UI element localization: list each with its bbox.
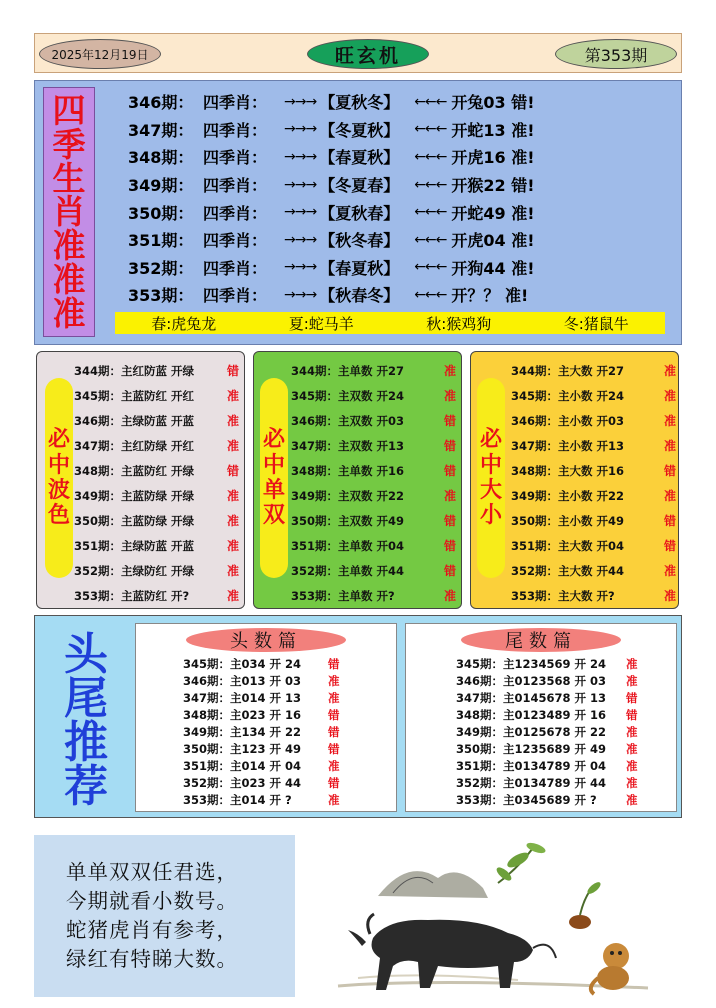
item-text: 349期：主0125678 开 22 bbox=[456, 724, 607, 739]
list-item bbox=[511, 433, 676, 458]
result-badge: 准 bbox=[443, 389, 456, 403]
wave-color-label bbox=[45, 378, 73, 578]
row-label: 四季肖： bbox=[203, 176, 268, 196]
row-season-group: 【春夏秋】 bbox=[319, 258, 400, 278]
row-result: 开兔03 错! bbox=[451, 93, 535, 113]
list-item bbox=[183, 706, 383, 723]
row-season-group: 【夏秋春】 bbox=[319, 203, 400, 223]
row-result: 开虎16 准! bbox=[451, 148, 535, 168]
item-text: 347期：主014 开 13 bbox=[183, 690, 302, 705]
label-char: 中 bbox=[262, 452, 285, 478]
list-item bbox=[183, 672, 383, 689]
result-badge: 错 bbox=[443, 514, 456, 528]
row-result: 开蛇13 准! bbox=[451, 120, 535, 140]
title-char: 荐 bbox=[64, 761, 108, 812]
item-text: 350期：主小数 开49 bbox=[511, 513, 625, 528]
result-badge: 错 bbox=[226, 364, 239, 378]
result-badge: 准 bbox=[663, 589, 676, 603]
big-small-panel bbox=[470, 351, 679, 609]
list-item bbox=[74, 358, 239, 383]
row-season-group: 【夏秋冬】 bbox=[319, 93, 400, 113]
list-item bbox=[511, 583, 676, 608]
item-text: 351期：主0134789 开 04 bbox=[456, 758, 607, 773]
result-badge: 准 bbox=[226, 414, 239, 428]
result-badge: 准 bbox=[443, 364, 456, 378]
list-item bbox=[291, 533, 456, 558]
result-badge: 准 bbox=[226, 514, 239, 528]
list-item bbox=[456, 740, 666, 757]
item-text: 348期：主蓝防红 开绿 bbox=[74, 463, 195, 478]
four-season-row bbox=[128, 171, 648, 199]
list-item bbox=[183, 655, 383, 672]
key-winter: 冬:猪鼠牛 bbox=[563, 314, 629, 333]
title-char: 推 bbox=[64, 717, 108, 768]
item-text: 349期：主蓝防绿 开绿 bbox=[74, 488, 195, 503]
item-text: 351期：主绿防蓝 开蓝 bbox=[74, 538, 195, 553]
result-badge: 错 bbox=[443, 414, 456, 428]
arrow-right: →→→ bbox=[284, 204, 317, 221]
result-badge: 错 bbox=[226, 464, 239, 478]
title-char: 头 bbox=[64, 629, 108, 680]
title-char: 季 bbox=[52, 125, 86, 165]
list-item bbox=[291, 383, 456, 408]
row-season-group: 【冬夏秋】 bbox=[319, 120, 400, 140]
item-text: 348期：主单数 开16 bbox=[291, 463, 405, 478]
poem-line: 绿红有特睇大数。 bbox=[66, 947, 238, 971]
item-text: 350期：主双数 开49 bbox=[291, 513, 405, 528]
item-text: 346期：主双数 开03 bbox=[291, 413, 405, 428]
result-badge: 错 bbox=[443, 464, 456, 478]
row-result: 开虎04 准! bbox=[451, 231, 535, 251]
result-badge: 准 bbox=[328, 690, 340, 705]
result-badge: 准 bbox=[443, 589, 456, 603]
result-badge: 准 bbox=[663, 489, 676, 503]
item-text: 353期：主蓝防红 开? bbox=[74, 588, 190, 603]
result-badge: 准 bbox=[663, 564, 676, 578]
item-text: 347期：主0145678 开 13 bbox=[456, 690, 607, 705]
header-bar bbox=[34, 33, 682, 73]
title-char: 生 bbox=[52, 158, 86, 198]
label-char: 中 bbox=[479, 452, 502, 478]
list-item bbox=[511, 533, 676, 558]
head-number-box bbox=[135, 623, 397, 812]
item-text: 348期：主大数 开16 bbox=[511, 463, 625, 478]
title-char: 准 bbox=[52, 259, 86, 299]
list-item bbox=[291, 583, 456, 608]
arrow-right: →→→ bbox=[284, 286, 317, 303]
item-text: 352期：主大数 开44 bbox=[511, 563, 625, 578]
item-text: 350期：主蓝防绿 开绿 bbox=[74, 513, 195, 528]
result-badge: 错 bbox=[443, 539, 456, 553]
list-item bbox=[511, 408, 676, 433]
head-number-title: 头数篇 bbox=[186, 628, 346, 652]
row-season-group: 【秋春冬】 bbox=[319, 286, 400, 306]
list-item bbox=[74, 408, 239, 433]
result-badge: 准 bbox=[626, 758, 638, 773]
row-issue: 352期： bbox=[128, 258, 194, 278]
list-item bbox=[74, 458, 239, 483]
list-item bbox=[291, 483, 456, 508]
row-label: 四季肖： bbox=[203, 286, 268, 306]
item-text: 353期：主单数 开? bbox=[291, 588, 395, 603]
list-item bbox=[183, 723, 383, 740]
list-item bbox=[291, 358, 456, 383]
poem-line: 今期就看小数号。 bbox=[66, 889, 238, 913]
result-badge: 错 bbox=[443, 564, 456, 578]
list-item bbox=[183, 740, 383, 757]
wave-color-panel bbox=[36, 351, 245, 609]
row-label: 四季肖： bbox=[203, 231, 268, 251]
result-badge: 错 bbox=[328, 775, 340, 790]
result-badge: 准 bbox=[626, 724, 638, 739]
result-badge: 错 bbox=[328, 741, 340, 756]
label-char: 必 bbox=[479, 427, 502, 453]
season-zodiac-key bbox=[115, 312, 665, 334]
list-item bbox=[511, 358, 676, 383]
four-season-row bbox=[128, 198, 648, 226]
result-badge: 错 bbox=[663, 539, 676, 553]
label-char: 单 bbox=[262, 478, 285, 503]
item-text: 344期：主红防蓝 开绿 bbox=[74, 363, 195, 378]
arrow-right: →→→ bbox=[284, 231, 317, 248]
four-season-row bbox=[128, 281, 648, 309]
list-item bbox=[183, 757, 383, 774]
poem-line: 单单双双任君选， bbox=[66, 860, 238, 884]
row-issue: 349期： bbox=[128, 176, 194, 196]
list-item bbox=[291, 408, 456, 433]
result-badge: 准 bbox=[328, 758, 340, 773]
result-badge: 准 bbox=[443, 489, 456, 503]
item-text: 348期：主0123489 开 16 bbox=[456, 707, 607, 722]
label-char: 大 bbox=[479, 478, 502, 503]
title-char: 尾 bbox=[64, 673, 108, 724]
result-badge: 准 bbox=[626, 673, 638, 688]
key-autumn: 秋:猴鸡狗 bbox=[426, 314, 492, 333]
wave-color-rows bbox=[74, 358, 239, 608]
result-badge: 错 bbox=[328, 707, 340, 722]
list-item bbox=[456, 672, 666, 689]
item-text: 345期：主蓝防红 开红 bbox=[74, 388, 195, 403]
arrow-left: ←←← bbox=[414, 286, 447, 303]
item-text: 346期：主0123568 开 03 bbox=[456, 673, 607, 688]
arrow-right: →→→ bbox=[284, 176, 317, 193]
list-item bbox=[456, 655, 666, 672]
tail-number-rows bbox=[456, 655, 666, 808]
item-text: 347期：主小数 开13 bbox=[511, 438, 625, 453]
arrow-left: ←←← bbox=[414, 93, 447, 110]
item-text: 349期：主134 开 22 bbox=[183, 724, 302, 739]
row-result: 开？？ 准! bbox=[451, 286, 529, 306]
row-issue: 350期： bbox=[128, 203, 194, 223]
result-badge: 准 bbox=[226, 564, 239, 578]
item-text: 350期：主1235689 开 49 bbox=[456, 741, 607, 756]
result-badge: 错 bbox=[663, 464, 676, 478]
list-item bbox=[511, 458, 676, 483]
result-badge: 准 bbox=[328, 673, 340, 688]
label-char: 必 bbox=[262, 427, 285, 453]
list-item bbox=[183, 774, 383, 791]
item-text: 352期：主单数 开44 bbox=[291, 563, 405, 578]
label-char: 必 bbox=[47, 427, 70, 453]
row-result: 开蛇49 准! bbox=[451, 203, 535, 223]
item-text: 351期：主014 开 04 bbox=[183, 758, 302, 773]
head-number-rows bbox=[183, 655, 383, 808]
label-char: 中 bbox=[47, 452, 70, 478]
tail-number-title: 尾数篇 bbox=[461, 628, 621, 652]
item-text: 350期：主123 开 49 bbox=[183, 741, 302, 756]
label-char: 色 bbox=[47, 503, 70, 529]
label-char: 双 bbox=[262, 503, 285, 529]
item-text: 347期：主红防绿 开红 bbox=[74, 438, 195, 453]
list-item bbox=[456, 791, 666, 808]
item-text: 344期：主单数 开27 bbox=[291, 363, 405, 378]
arrow-left: ←←← bbox=[414, 259, 447, 276]
issue-badge: 第353期 bbox=[555, 39, 677, 69]
list-item bbox=[74, 583, 239, 608]
list-item bbox=[74, 433, 239, 458]
result-badge: 错 bbox=[328, 656, 340, 671]
item-text: 348期：主023 开 16 bbox=[183, 707, 302, 722]
result-badge: 准 bbox=[226, 439, 239, 453]
list-item bbox=[291, 558, 456, 583]
ox-monkey-illustration bbox=[318, 838, 658, 1000]
arrow-left: ←←← bbox=[414, 121, 447, 138]
row-issue: 346期： bbox=[128, 93, 194, 113]
item-text: 351期：主单数 开04 bbox=[291, 538, 405, 553]
row-season-group: 【春夏秋】 bbox=[319, 148, 400, 168]
row-result: 开猴22 错! bbox=[451, 176, 535, 196]
item-text: 352期：主绿防红 开绿 bbox=[74, 563, 195, 578]
item-text: 345期：主1234569 开 24 bbox=[456, 656, 607, 671]
arrow-right: →→→ bbox=[284, 148, 317, 165]
row-label: 四季肖： bbox=[203, 148, 268, 168]
list-item bbox=[74, 483, 239, 508]
result-badge: 错 bbox=[626, 690, 638, 705]
title-char: 准 bbox=[52, 226, 86, 266]
result-badge: 错 bbox=[328, 724, 340, 739]
arrow-left: ←←← bbox=[414, 148, 447, 165]
poem-box bbox=[34, 835, 295, 997]
odd-even-label bbox=[260, 378, 288, 578]
result-badge: 错 bbox=[626, 707, 638, 722]
title-char: 肖 bbox=[52, 192, 86, 232]
result-badge: 错 bbox=[443, 439, 456, 453]
result-badge: 准 bbox=[663, 364, 676, 378]
row-issue: 351期： bbox=[128, 231, 194, 251]
four-season-title bbox=[43, 87, 95, 337]
list-item bbox=[456, 689, 666, 706]
four-season-row bbox=[128, 254, 648, 282]
arrow-left: ←←← bbox=[414, 231, 447, 248]
row-label: 四季肖： bbox=[203, 258, 268, 278]
row-season-group: 【冬夏春】 bbox=[319, 176, 400, 196]
item-text: 346期：主绿防蓝 开蓝 bbox=[74, 413, 195, 428]
item-text: 349期：主小数 开22 bbox=[511, 488, 625, 503]
list-item bbox=[183, 791, 383, 808]
row-issue: 347期： bbox=[128, 120, 194, 140]
result-badge: 准 bbox=[226, 389, 239, 403]
label-char: 波 bbox=[47, 478, 70, 503]
tail-number-box bbox=[405, 623, 677, 812]
result-badge: 准 bbox=[626, 741, 638, 756]
list-item bbox=[291, 508, 456, 533]
arrow-right: →→→ bbox=[284, 121, 317, 138]
poem-line: 蛇猪虎肖有参考， bbox=[66, 918, 238, 942]
four-season-row bbox=[128, 226, 648, 254]
result-badge: 准 bbox=[226, 589, 239, 603]
four-season-row bbox=[128, 143, 648, 171]
four-season-row bbox=[128, 116, 648, 144]
title-char: 四 bbox=[52, 91, 86, 131]
result-badge: 准 bbox=[626, 656, 638, 671]
head-tail-title bbox=[45, 629, 127, 812]
list-item bbox=[456, 706, 666, 723]
row-result: 开狗44 准! bbox=[451, 258, 535, 278]
four-season-row bbox=[128, 88, 648, 116]
result-badge: 准 bbox=[626, 792, 638, 807]
list-item bbox=[456, 723, 666, 740]
item-text: 344期：主大数 开27 bbox=[511, 363, 625, 378]
arrow-left: ←←← bbox=[414, 176, 447, 193]
odd-even-panel bbox=[253, 351, 462, 609]
key-summer: 夏:蛇马羊 bbox=[288, 314, 354, 333]
item-text: 353期：主014 开 ? bbox=[183, 792, 292, 807]
item-text: 346期：主013 开 03 bbox=[183, 673, 302, 688]
label-char: 小 bbox=[479, 503, 502, 529]
result-badge: 准 bbox=[328, 792, 340, 807]
list-item bbox=[511, 383, 676, 408]
item-text: 345期：主小数 开24 bbox=[511, 388, 625, 403]
big-small-rows bbox=[511, 358, 676, 608]
result-badge: 准 bbox=[663, 439, 676, 453]
result-badge: 错 bbox=[663, 514, 676, 528]
list-item bbox=[183, 689, 383, 706]
list-item bbox=[511, 558, 676, 583]
item-text: 351期：主大数 开04 bbox=[511, 538, 625, 553]
row-label: 四季肖： bbox=[203, 120, 268, 140]
list-item bbox=[74, 508, 239, 533]
list-item bbox=[511, 508, 676, 533]
item-text: 353期：主0345689 开 ? bbox=[456, 792, 597, 807]
title-char: 准 bbox=[52, 293, 86, 333]
item-text: 352期：主0134789 开 44 bbox=[456, 775, 607, 790]
list-item bbox=[511, 483, 676, 508]
item-text: 346期：主小数 开03 bbox=[511, 413, 625, 428]
list-item bbox=[74, 558, 239, 583]
brand-logo: 旺玄机 bbox=[307, 39, 429, 69]
list-item bbox=[291, 458, 456, 483]
item-text: 349期：主双数 开22 bbox=[291, 488, 405, 503]
list-item bbox=[291, 433, 456, 458]
list-item bbox=[74, 533, 239, 558]
result-badge: 准 bbox=[663, 414, 676, 428]
row-issue: 348期： bbox=[128, 148, 194, 168]
arrow-right: →→→ bbox=[284, 93, 317, 110]
item-text: 352期：主023 开 44 bbox=[183, 775, 302, 790]
date-badge: 2025年12月19日 bbox=[39, 39, 161, 69]
result-badge: 准 bbox=[226, 539, 239, 553]
row-label: 四季肖： bbox=[203, 203, 268, 223]
big-small-label bbox=[477, 378, 505, 578]
item-text: 353期：主大数 开? bbox=[511, 588, 615, 603]
key-spring: 春:虎兔龙 bbox=[151, 314, 217, 333]
list-item bbox=[74, 383, 239, 408]
result-badge: 准 bbox=[663, 389, 676, 403]
list-item bbox=[456, 757, 666, 774]
item-text: 347期：主双数 开13 bbox=[291, 438, 405, 453]
odd-even-rows bbox=[291, 358, 456, 608]
item-text: 345期：主034 开 24 bbox=[183, 656, 302, 671]
row-issue: 353期： bbox=[128, 286, 194, 306]
four-season-rows bbox=[128, 88, 648, 309]
arrow-left: ←←← bbox=[414, 204, 447, 221]
arrow-right: →→→ bbox=[284, 259, 317, 276]
row-label: 四季肖： bbox=[203, 93, 268, 113]
item-text: 345期：主双数 开24 bbox=[291, 388, 405, 403]
list-item bbox=[456, 774, 666, 791]
result-badge: 准 bbox=[626, 775, 638, 790]
result-badge: 准 bbox=[226, 489, 239, 503]
row-season-group: 【秋冬春】 bbox=[319, 231, 400, 251]
